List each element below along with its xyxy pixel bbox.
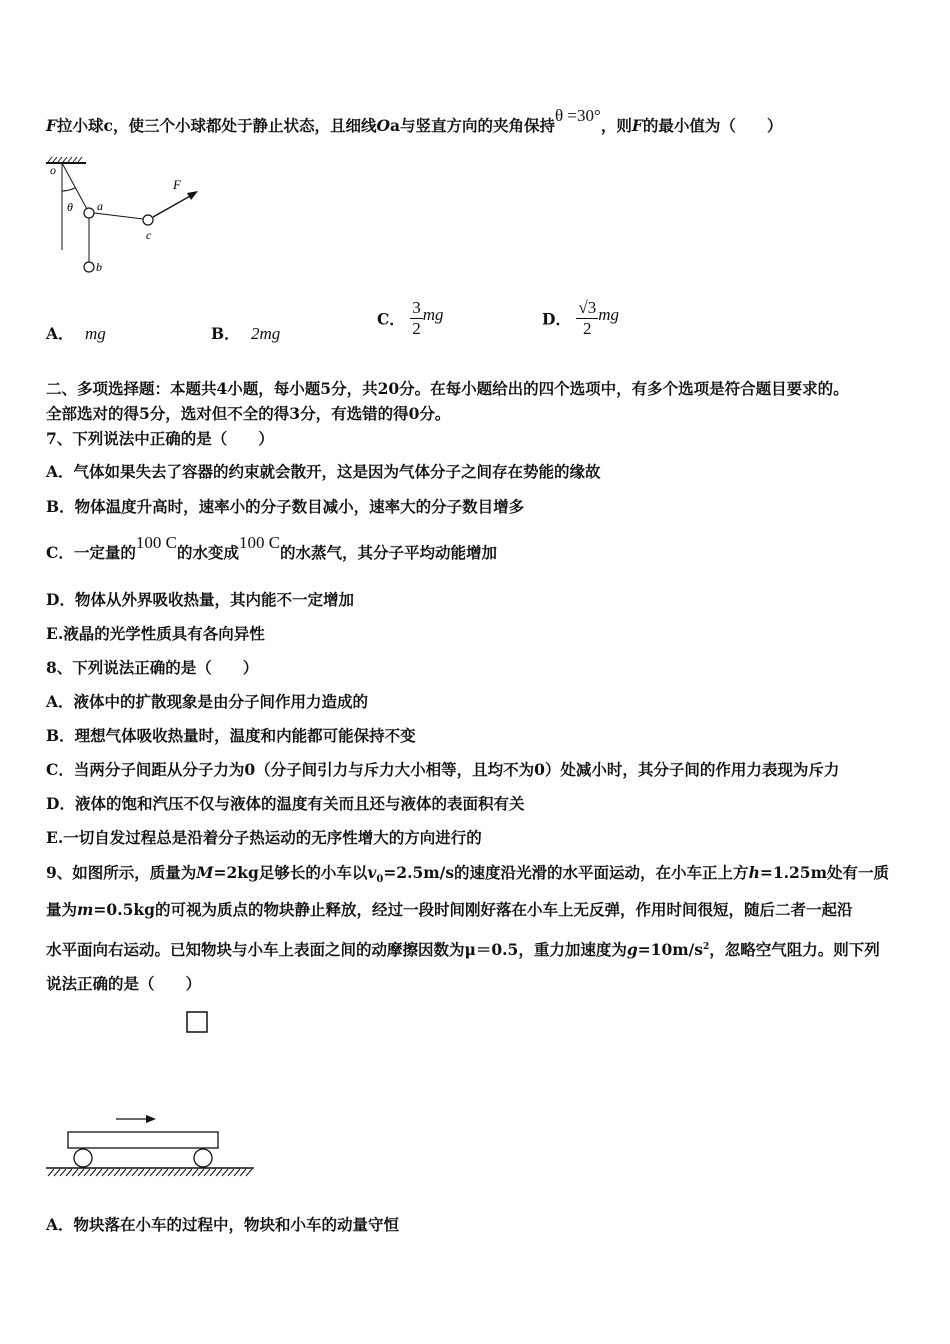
label-theta: θ: [67, 200, 73, 214]
option-a-expr: mg: [84, 324, 106, 343]
q7-c-mid: 的水变成: [176, 543, 239, 562]
q7-option-d[interactable]: D．物体从外界吸收热量，其内能不一定增加: [46, 590, 354, 609]
q9-option-a[interactable]: A．物块落在小车的过程中，物块和小车的动量守恒: [46, 1215, 400, 1234]
q8-option-a[interactable]: A．液体中的扩散现象是由分子间作用力造成的: [46, 692, 369, 711]
q8-option-d[interactable]: D．液体的饱和汽压不仅与液体的温度有关而且还与液体的表面积有关: [46, 794, 525, 813]
q9-l3-sup: 2: [703, 942, 710, 952]
q6-option-b[interactable]: [211, 322, 280, 344]
var-M: M: [196, 863, 214, 882]
q7-option-c[interactable]: [46, 533, 498, 563]
theta-equation: θ =30°: [555, 106, 601, 125]
q7-option-b[interactable]: B．物体温度升高时，速率小的分子数目减小，速率大的分子数目增多: [46, 497, 525, 516]
q9-line3: [46, 937, 880, 960]
section2-line2: 全部选对的得5分，选对但不全的得3分，有选错的得0分。: [46, 404, 451, 423]
option-d-key: D．: [542, 309, 571, 329]
label-c: c: [146, 228, 152, 242]
option-c-den: 2: [412, 319, 421, 338]
q8-option-e[interactable]: E.一切自发过程总是沿着分子热运动的无序性增大的方向进行的: [46, 828, 482, 847]
q6-text-1: 拉小球c，使三个小球都处于静止状态，且细线: [57, 116, 377, 135]
pendulum-figure: [40, 155, 210, 280]
q9-l1-a: 9、如图所示，质量为: [46, 863, 197, 882]
q6-stem: [46, 106, 783, 136]
q9-l1-d: =1.25m处有一质: [759, 863, 889, 882]
option-d-fraction: [576, 298, 598, 339]
block: [187, 1012, 207, 1032]
q8-option-b[interactable]: B．理想气体吸收热量时，温度和内能都可能保持不变: [46, 726, 416, 745]
q9-line2: [46, 900, 852, 920]
option-d-num: √3: [578, 298, 597, 317]
q9-l2-b: =0.5kg的可视为质点的物块静止释放，经过一段时间刚好落在小车上无反弹，作用时间很短，随后二者一起沿: [93, 900, 853, 919]
option-b-expr: 2mg: [251, 324, 281, 343]
q7-c-temp2: 100 C: [238, 533, 281, 552]
option-c-fraction: [410, 298, 423, 339]
section2-line1: 二、多项选择题：本题共4小题，每小题5分，共20分。在每小题给出的四个选项中，有多个选项是符合题目要求的。: [46, 379, 849, 398]
var-g: g: [626, 940, 638, 960]
label-F: F: [173, 177, 181, 192]
label-o: o: [50, 163, 56, 177]
q7-option-a[interactable]: A．气体如果失去了容器的约束就会散开，这是因为气体分子之间存在势能的缘故: [46, 462, 601, 481]
q6-text-2: a与竖直方向的夹角保持: [389, 116, 556, 135]
var-O: O: [376, 116, 390, 135]
q6-text-4: 的最小值为（ ）: [642, 116, 783, 135]
q8-option-c[interactable]: C．当两分子间距从分子力为0（分子间引力与斥力大小相等，且均不为0）处减小时，其分子间的作用力表现为斥力: [46, 760, 840, 779]
q7-stem: 7、下列说法中正确的是（ ）: [46, 429, 274, 448]
q9-l1-b: =2kg足够长的小车以: [213, 863, 368, 882]
option-c-tail: mg: [422, 304, 444, 324]
q7-c-pre: C．一定量的: [46, 543, 136, 562]
q9-l1-c: =2.5m/s的速度沿光滑的水平面运动，在小车正上方: [383, 863, 749, 882]
var-F: F: [46, 116, 58, 135]
label-a: a: [97, 199, 103, 213]
q7-c-post: 的水蒸气，其分子平均动能增加: [280, 543, 498, 562]
q9-line4: 说法正确的是（ ）: [46, 974, 202, 993]
cart-body: [68, 1132, 218, 1148]
q8-stem: 8、下列说法正确的是（ ）: [46, 658, 259, 677]
q9-l3-b: =10m/s: [637, 940, 704, 960]
q6-option-d[interactable]: [542, 298, 619, 339]
var-m: m: [77, 900, 94, 919]
q9-l2-a: 量为: [46, 900, 78, 919]
q9-line1: [46, 863, 889, 890]
q6-option-a[interactable]: [46, 322, 106, 344]
q9-l3-c: ，忽略空气阻力。则下列: [709, 940, 880, 960]
var-h: h: [748, 863, 760, 882]
cart-figure: [40, 1005, 270, 1185]
option-a-key: A．: [46, 324, 74, 343]
var-F-2: F: [631, 116, 643, 135]
var-v-sub: 0: [376, 874, 384, 886]
q6-option-c[interactable]: [377, 298, 444, 339]
q7-c-temp1: 100 C: [135, 533, 177, 552]
q7-option-e[interactable]: E.液晶的光学性质具有各向异性: [46, 624, 265, 643]
option-b-key: B．: [211, 324, 240, 343]
q6-text-3: ，则: [600, 116, 632, 135]
option-d-den: 2: [583, 319, 592, 338]
option-c-key: C．: [377, 309, 405, 329]
q9-l3-a: 水平面向右运动。已知物块与小车上表面之间的动摩擦因数为μ＝0.5，重力加速度为: [46, 940, 627, 960]
option-d-tail: mg: [598, 304, 619, 324]
option-c-num: 3: [412, 298, 421, 317]
var-v: v: [367, 863, 377, 882]
label-b: b: [96, 260, 102, 274]
